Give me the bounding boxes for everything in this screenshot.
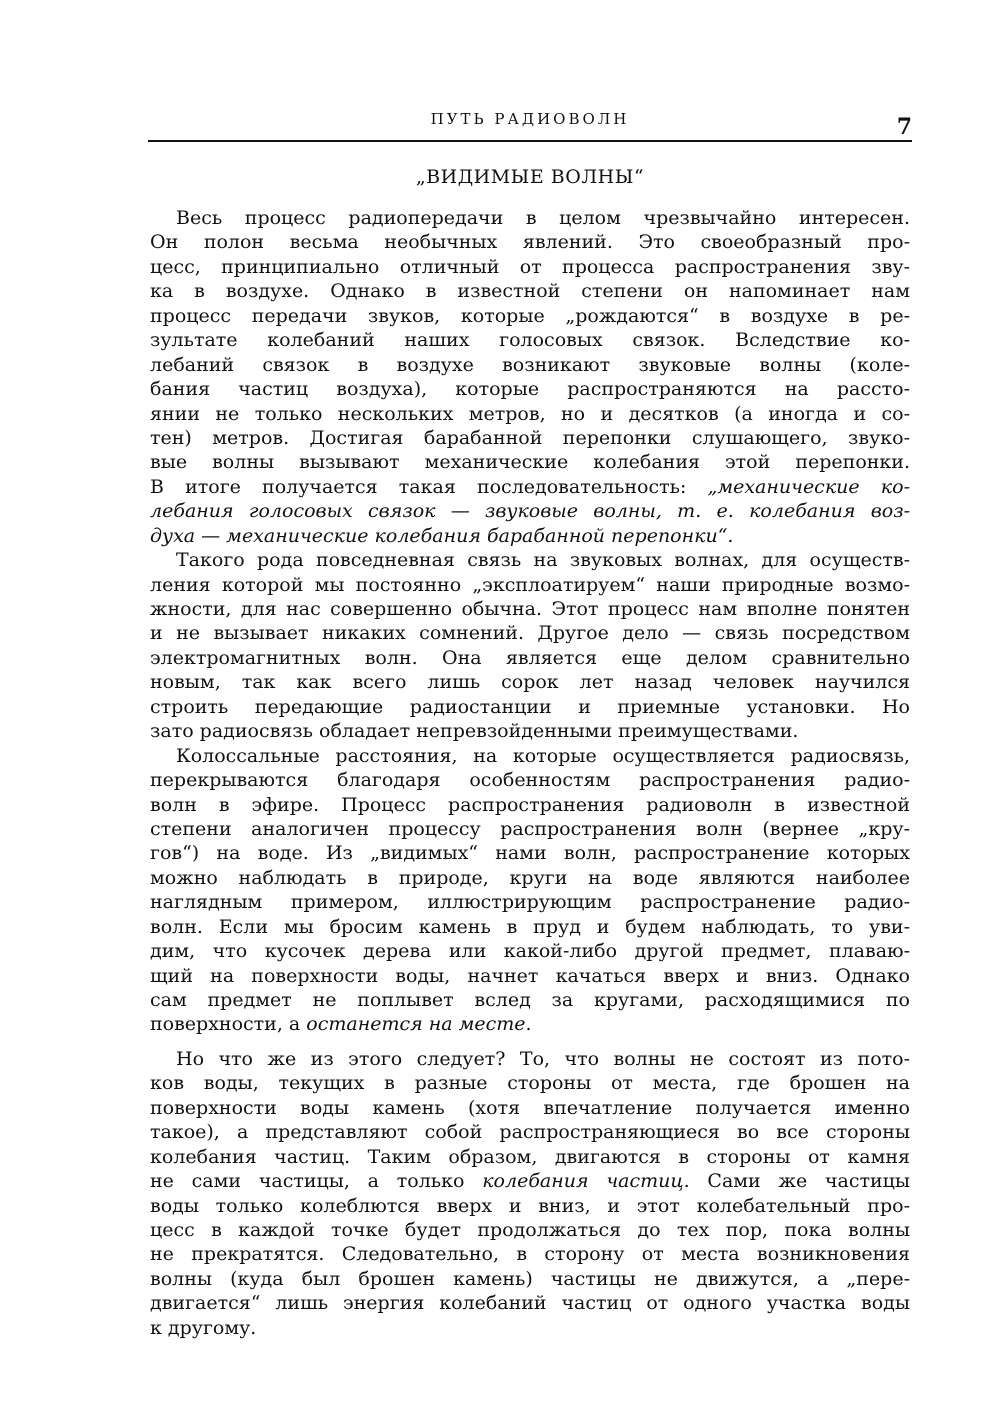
header-rule <box>148 140 912 142</box>
text-segment: дим, что кусочек дерева или какой-либо другой предмет, плаваю- <box>150 940 910 963</box>
text-segment: ления которой мы постоянно „эксплоатируем“ наши природные возмо- <box>150 573 910 596</box>
text-line <box>150 255 910 279</box>
text-segment: зато радиосвязь обладает непревзойденными преимуществами. <box>150 720 799 743</box>
text-line <box>150 866 910 890</box>
text-line <box>150 499 910 523</box>
text-segment: поверхности воды камень (хотя впечатление получается именно <box>150 1096 910 1119</box>
italic-text: духа — механические колебания барабанной перепонки“. <box>150 524 734 547</box>
text-line <box>150 670 910 694</box>
text-segment: цесс в каждой точке будет продолжаться до тех пор, пока волны <box>150 1218 910 1241</box>
text-line <box>150 988 910 1012</box>
text-line <box>150 524 910 548</box>
text-segment: ков воды, текущих в разные стороны от места, где брошен на <box>150 1072 910 1095</box>
text-line <box>150 1169 910 1193</box>
text-line <box>150 597 910 621</box>
text-line <box>150 353 910 377</box>
text-segment: такое), а представляют собой распространяющиеся во все стороны <box>150 1121 910 1144</box>
text-segment: степени аналогичен процессу распространения волн (вернее „кру- <box>150 817 910 840</box>
text-segment: процесс передачи звуков, которые „рождаются“ в воздухе в ре- <box>150 304 910 327</box>
italic-text: „механические ко- <box>707 475 910 498</box>
text-line <box>150 1047 910 1071</box>
text-segment: цесс, принципиально отличный от процесса распространения зву- <box>150 255 910 278</box>
text-line <box>150 890 910 914</box>
text-line <box>150 402 910 426</box>
text-segment: и не вызывает никаких сомнений. Другое дело — связь посредством <box>150 622 910 645</box>
page-number: 7 <box>896 114 912 140</box>
text-line <box>150 1291 910 1315</box>
text-line <box>150 1194 910 1218</box>
italic-text: лебания голосовых связок — звуковые волны, т. е. колебания воз- <box>150 500 910 523</box>
text-segment: жности, для нас совершенно обычна. Этот процесс нам вполне понятен <box>150 598 910 620</box>
text-line <box>150 1096 910 1120</box>
text-segment: перекрываются благодаря особенностям распространения радио- <box>150 769 910 792</box>
text-line <box>150 450 910 474</box>
text-line <box>150 548 910 572</box>
text-line <box>150 939 910 963</box>
text-segment: поверхности, а <box>150 1013 307 1036</box>
italic-text: колебания частиц <box>482 1170 684 1193</box>
text-line <box>150 841 910 865</box>
text-line <box>150 1071 910 1095</box>
text-segment: Он полон весьма необычных явлений. Это своеобразный про- <box>150 231 910 254</box>
text-segment: новым, так как всего лишь сорок лет назад человек научился <box>150 671 910 694</box>
text-segment: В итоге получается такая последовательность: <box>150 475 708 498</box>
text-line <box>150 1242 910 1266</box>
text-segment: . Сами же частицы <box>683 1170 910 1193</box>
running-title: ПУТЬ РАДИОВОЛН <box>430 110 630 128</box>
text-segment: сам предмет не поплывет вслед за кругами, расходящимися по <box>150 989 910 1011</box>
text-segment: к другому. <box>150 1316 257 1339</box>
text-line <box>150 1145 910 1169</box>
text-segment: волн. Если мы бросим камень в пруд и будем наблюдать, то уви- <box>150 915 910 938</box>
text-line <box>150 279 910 303</box>
text-segment: электромагнитных волн. Она является еще делом сравнительно <box>150 646 910 669</box>
text-segment: не сами частицы, а только <box>150 1170 483 1193</box>
text-line <box>150 1012 910 1036</box>
text-line <box>150 621 910 645</box>
text-segment: янии не только нескольких метров, но и десятков (а иногда и со- <box>150 402 910 425</box>
text-segment: не прекратятся. Следовательно, в сторону от места возникновения <box>150 1243 910 1266</box>
text-line <box>150 475 910 499</box>
text-line <box>150 230 910 254</box>
body-text <box>150 206 910 1340</box>
text-line <box>150 695 910 719</box>
text-segment: зультате колебаний наших голосовых связок. Вследствие ко- <box>150 329 910 352</box>
text-segment: ка в воздухе. Однако в известной степени он напоминает нам <box>150 280 910 303</box>
text-segment: воды только колеблются вверх и вниз, и этот колебательный про- <box>150 1194 910 1217</box>
text-line <box>150 915 910 939</box>
text-segment: . <box>525 1013 532 1036</box>
page-header <box>148 108 912 148</box>
text-line <box>150 1267 910 1291</box>
text-line <box>150 817 910 841</box>
text-line <box>150 377 910 401</box>
text-segment: вые волны вызывают механические колебания этой перепонки. <box>150 451 910 474</box>
text-segment: щий на поверхности воды, начнет качаться вверх и вниз. Однако <box>150 964 910 987</box>
text-line <box>150 646 910 670</box>
text-line <box>150 304 910 328</box>
text-segment: Но что же из этого следует? То, что волны не состоят из пото- <box>176 1047 910 1070</box>
text-segment: строить передающие радиостанции и приемные установки. Но <box>150 695 910 718</box>
section-title: „ВИДИМЫЕ ВОЛНЫ“ <box>415 166 645 188</box>
text-segment: Колоссальные расстояния, на которые осуществляется радиосвязь, <box>176 744 910 767</box>
text-segment: лебаний связок в воздухе возникают звуковые волны (коле- <box>150 353 910 376</box>
text-line <box>150 1218 910 1242</box>
text-line <box>150 1120 910 1144</box>
text-line <box>150 1316 910 1340</box>
text-segment: Весь процесс радиопередачи в целом чрезвычайно интересен. <box>176 207 910 229</box>
text-segment: волны (куда был брошен камень) частицы не движутся, а „пере- <box>150 1267 910 1290</box>
italic-text: останется на месте <box>306 1013 526 1036</box>
text-segment: бания частиц воздуха), которые распространяются на рассто- <box>150 378 910 401</box>
text-line <box>150 964 910 988</box>
text-line <box>150 719 910 743</box>
text-segment: колебания частиц. Таким образом, двигаются в стороны от камня <box>150 1145 910 1168</box>
text-segment: двигается“ лишь энергия колебаний частиц от одного участка воды <box>150 1292 910 1315</box>
text-line <box>150 328 910 352</box>
text-segment: наглядным примером, иллюстрирующим распространение радио- <box>150 891 910 914</box>
text-segment: можно наблюдать в природе, круги на воде являются наиболее <box>150 866 910 889</box>
text-line <box>150 768 910 792</box>
text-segment: тен) метров. Достигая барабанной перепонки слушающего, звуко- <box>150 426 910 449</box>
text-segment: гов“) на воде. Из „видимых“ нами волн, распространение которых <box>150 842 910 865</box>
text-line <box>150 744 910 768</box>
text-line <box>150 426 910 450</box>
text-line <box>150 793 910 817</box>
text-line <box>150 573 910 597</box>
text-segment: Такого рода повседневная связь на звуковых волнах, для осуществ- <box>176 549 910 572</box>
text-line <box>150 206 910 230</box>
text-segment: волн в эфире. Процесс распространения радиоволн в известной <box>150 793 910 816</box>
